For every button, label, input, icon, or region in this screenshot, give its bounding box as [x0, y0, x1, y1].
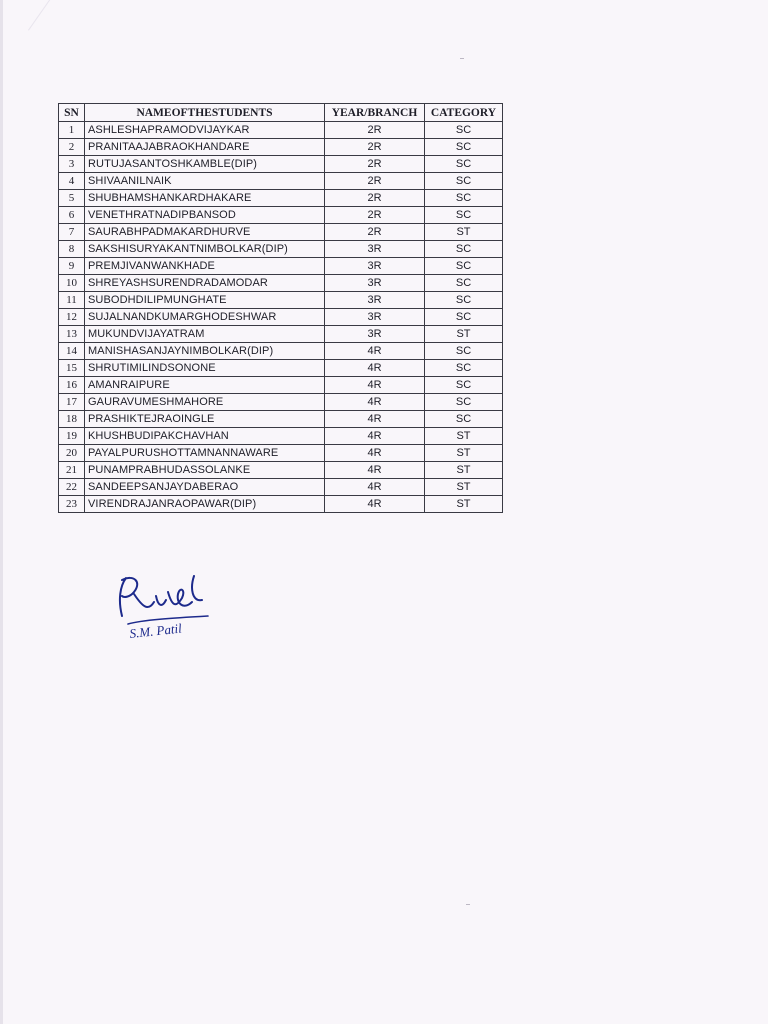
row-sn: 1 [59, 122, 85, 139]
header-name: NAMEOFTHESTUDENTS [85, 104, 325, 122]
row-category: ST [425, 326, 503, 343]
row-category: SC [425, 190, 503, 207]
row-year-branch: 2R [325, 139, 425, 156]
table-row [59, 258, 503, 275]
row-category: SC [425, 122, 503, 139]
row-year-branch: 4R [325, 462, 425, 479]
row-category: SC [425, 139, 503, 156]
row-name: PREMJIVANWANKHADE [85, 258, 325, 275]
row-name: VIRENDRAJANRAOPAWAR(DIP) [85, 496, 325, 513]
table-row [59, 326, 503, 343]
row-category: SC [425, 377, 503, 394]
table-row [59, 224, 503, 241]
table-row [59, 343, 503, 360]
table-row [59, 377, 503, 394]
table-row [59, 275, 503, 292]
row-year-branch: 4R [325, 411, 425, 428]
row-category: ST [425, 445, 503, 462]
row-name: MUKUNDVIJAYATRAM [85, 326, 325, 343]
scan-speck [466, 904, 470, 905]
row-category: SC [425, 411, 503, 428]
student-list-table [58, 103, 503, 513]
table-header-row [59, 104, 503, 122]
row-category: SC [425, 173, 503, 190]
row-category: SC [425, 241, 503, 258]
row-sn: 6 [59, 207, 85, 224]
table-row [59, 190, 503, 207]
row-sn: 9 [59, 258, 85, 275]
row-category: SC [425, 394, 503, 411]
row-name: SHUBHAMSHANKARDHAKARE [85, 190, 325, 207]
row-year-branch: 3R [325, 309, 425, 326]
row-year-branch: 4R [325, 377, 425, 394]
row-year-branch: 2R [325, 224, 425, 241]
row-name: VENETHRATNADIPBANSOD [85, 207, 325, 224]
row-sn: 14 [59, 343, 85, 360]
row-name: SUJALNANDKUMARGHODESHWAR [85, 309, 325, 326]
row-category: SC [425, 258, 503, 275]
row-category: SC [425, 360, 503, 377]
table-row [59, 445, 503, 462]
row-year-branch: 4R [325, 360, 425, 377]
row-sn: 3 [59, 156, 85, 173]
table-row [59, 462, 503, 479]
row-year-branch: 3R [325, 258, 425, 275]
row-sn: 2 [59, 139, 85, 156]
table-row [59, 292, 503, 309]
row-year-branch: 2R [325, 173, 425, 190]
row-name: SHRUTIMILINDSONONE [85, 360, 325, 377]
row-category: SC [425, 309, 503, 326]
row-category: SC [425, 292, 503, 309]
row-sn: 23 [59, 496, 85, 513]
row-name: SAKSHISURYAKANTNIMBOLKAR(DIP) [85, 241, 325, 258]
row-name: KHUSHBUDIPAKCHAVHAN [85, 428, 325, 445]
table-body [59, 122, 503, 513]
row-year-branch: 2R [325, 122, 425, 139]
row-sn: 8 [59, 241, 85, 258]
row-name: MANISHASANJAYNIMBOLKAR(DIP) [85, 343, 325, 360]
row-year-branch: 4R [325, 343, 425, 360]
row-sn: 18 [59, 411, 85, 428]
row-name: ASHLESHAPRAMODVIJAYKAR [85, 122, 325, 139]
row-year-branch: 3R [325, 326, 425, 343]
row-category: ST [425, 496, 503, 513]
row-name: SHREYASHSURENDRADAMODAR [85, 275, 325, 292]
row-year-branch: 4R [325, 394, 425, 411]
row-sn: 7 [59, 224, 85, 241]
row-sn: 11 [59, 292, 85, 309]
row-sn: 19 [59, 428, 85, 445]
row-year-branch: 3R [325, 292, 425, 309]
table-row [59, 496, 503, 513]
row-sn: 20 [59, 445, 85, 462]
row-sn: 4 [59, 173, 85, 190]
row-year-branch: 3R [325, 241, 425, 258]
header-category: CATEGORY [425, 104, 503, 122]
page-edge [0, 0, 3, 1024]
row-sn: 22 [59, 479, 85, 496]
row-category: ST [425, 224, 503, 241]
row-year-branch: 4R [325, 445, 425, 462]
row-sn: 5 [59, 190, 85, 207]
table-row [59, 156, 503, 173]
row-category: SC [425, 207, 503, 224]
row-sn: 13 [59, 326, 85, 343]
row-sn: 21 [59, 462, 85, 479]
row-sn: 12 [59, 309, 85, 326]
row-category: SC [425, 156, 503, 173]
row-name: SHIVAANILNAIK [85, 173, 325, 190]
table-row [59, 360, 503, 377]
table-row [59, 411, 503, 428]
table-row [59, 122, 503, 139]
row-year-branch: 2R [325, 156, 425, 173]
header-year-branch: YEAR/BRANCH [325, 104, 425, 122]
row-category: ST [425, 462, 503, 479]
row-year-branch: 4R [325, 479, 425, 496]
row-name: AMANRAIPURE [85, 377, 325, 394]
table-row [59, 207, 503, 224]
table-row [59, 479, 503, 496]
row-category: SC [425, 343, 503, 360]
row-year-branch: 2R [325, 207, 425, 224]
row-sn: 15 [59, 360, 85, 377]
row-name: SUBODHDILIPMUNGHATE [85, 292, 325, 309]
row-category: SC [425, 275, 503, 292]
row-sn: 10 [59, 275, 85, 292]
header-sn: SN [59, 104, 85, 122]
row-name: PRASHIKTEJRAOINGLE [85, 411, 325, 428]
table-row [59, 139, 503, 156]
row-sn: 16 [59, 377, 85, 394]
table-row [59, 241, 503, 258]
signature [112, 572, 222, 644]
row-name: PAYALPURUSHOTTAMNANNAWARE [85, 445, 325, 462]
row-name: PUNAMPRABHUDASSOLANKE [85, 462, 325, 479]
scan-speck [460, 58, 464, 59]
row-category: ST [425, 479, 503, 496]
table-row [59, 394, 503, 411]
row-sn: 17 [59, 394, 85, 411]
row-year-branch: 2R [325, 190, 425, 207]
row-name: SAURABHPADMAKARDHURVE [85, 224, 325, 241]
row-name: SANDEEPSANJAYDABERAO [85, 479, 325, 496]
row-year-branch: 3R [325, 275, 425, 292]
row-name: RUTUJASANTOSHKAMBLE(DIP) [85, 156, 325, 173]
table-row [59, 309, 503, 326]
table-row [59, 428, 503, 445]
row-year-branch: 4R [325, 428, 425, 445]
table-row [59, 173, 503, 190]
paper-fold-mark [28, 0, 80, 31]
row-category: ST [425, 428, 503, 445]
row-name: PRANITAAJABRAOKHANDARE [85, 139, 325, 156]
signature-name: S.M. Patil [128, 620, 183, 641]
row-name: GAURAVUMESHMAHORE [85, 394, 325, 411]
row-year-branch: 4R [325, 496, 425, 513]
